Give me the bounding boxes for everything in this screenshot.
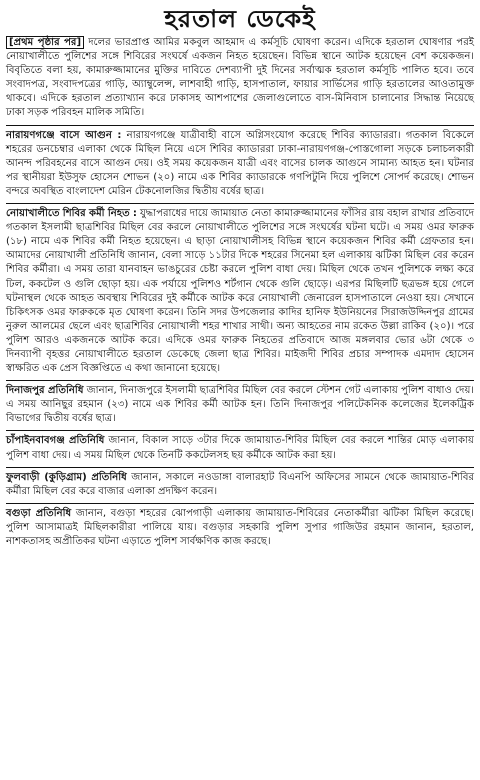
section-lead: দিনাজপুর প্রতিনিধি xyxy=(6,385,84,397)
section-divider xyxy=(6,467,474,468)
phulbari-paragraph xyxy=(6,471,474,499)
continuation-tag: [প্রথম পৃষ্ঠার পর] xyxy=(6,36,84,49)
section-divider xyxy=(6,503,474,504)
narayanganj-paragraph xyxy=(6,129,474,199)
section-divider xyxy=(6,203,474,204)
headline: হরতাল ডেকেই xyxy=(164,4,316,33)
paragraph-text: দলের ভারপ্রাপ্ত আমির মকবুল আহমাদ এ কর্মসূচি ঘোষণা করেন। এদিকে হরতাল ঘোষণার পরই নোয়াখালীতে পুলিশের সঙ্গে শিবিরের সংঘর্ষে একজন নিহত হয়েছেন। বিভিন্ন স্থানে আটক হয়েছেন বেশ কয়েকজন। বিবৃতিতে বলা হয়, কামারুজ্জামানের মুক্তির দাবিতে দেশব্যাপী দুই দিনের সর্বাত্মক হরতাল কর্মসূচি পালিত হবে। তবে সংবাদপত্র, সংবাদপত্রের গাড়ি, অ্যাম্বুলেন্স, লাশবাহী গাড়ি, হাসপাতাল, ফায়ার সার্ভিসের গাড়ি হরতালের আওতামুক্ত থাকবে। এদিকে হরতাল প্রত্যাখ্যান করে ঢাকাসহ আশপাশের জেলাগুলোতে বাস-মিনিবাস চালানোর সিদ্ধান্ত নিয়েছে ঢাকা সড়ক পরিবহন মালিক সমিতি। xyxy=(6,37,474,119)
section-divider xyxy=(6,380,474,381)
bogura-paragraph xyxy=(6,507,474,549)
continuation-paragraph xyxy=(6,36,474,121)
paragraph-text: জানান, বগুড়া শহরের ঝোপগাড়ী এলাকায় জামায়াত-শিবিরের নেতাকর্মীরা ঝটিকা মিছিল করেছে। পুলিশ আসামাত্রই মিছিলকারীরা পালিয়ে যায়। বগুড়ার সহকারি পুলিশ সুপার গাজিউর রহমান জানান, হরতাল, নাশকতাসহ অপ্রীতিকর ঘটনা এড়াতে পুলিশ সার্বক্ষণিক কাজ করছে। xyxy=(6,507,474,547)
paragraph-text: নারায়ণগঞ্জে যাত্রীবাহী বাসে অগ্নিসংযোগ করেছে শিবির ক্যাডাররা। গতকাল বিকেলে শহরের ডনচেম্বার এলাকা থেকে মিছিল নিয়ে এসে শিবির ক্যাডাররা ঢাকা-নারায়ণগঞ্জ-পোস্তগোলা সড়কে চলাচলকারী আনন্দ পরিবহনের বাসে আগুন দেয়। ওই সময় কয়েকজন যাত্রী এবং বাসের চালক আগুনে সামান্য আহত হন। ঘটনার পর স্থানীয়রা ইউসুফ হোসেন শোভন (২০) নামে এক শিবির ক্যাডারকে গণপিটুনি দিয়ে পুলিশে সোপর্দ করেছে। শোভন বন্দরে অবস্থিত বাংলাদেশ মেরিন টেকনোলজির দ্বিতীয় বর্ষের ছাত্র। xyxy=(6,129,474,197)
section-lead: বগুড়া প্রতিনিধি xyxy=(6,507,72,519)
noakhali-paragraph xyxy=(6,207,474,376)
paragraph-text: যুদ্ধাপরাধের দায়ে জামায়াত নেতা কামারুজ্জামানের ফাঁসির রায় বহাল রাখার প্রতিবাদে গতকাল ইসলামী ছাত্রশিবির মিছিল বের করলে নোয়াখালীতে পুলিশের সঙ্গে সংঘর্ষের ঘটনা ঘটে। এ সময় ওমর ফারুক (১৮) নামে এক শিবির কর্মী নিহত হয়েছেন। এ ছাড়া নোয়াখালীসহ বিভিন্ন স্থানে কয়েকজন শিবির কর্মী গ্রেফতার হন। আমাদের নোয়াখালী প্রতিনিধি জানান, বেলা সাড়ে ১১টার দিকে শহরের সিনেমা হল এলাকায় ঝটিকা মিছিল বের করেন শিবির কর্মীরা। এ সময় তারা যানবাহন ভাঙচুরের চেষ্টা করলে পুলিশ বাধা দেয়। মিছিল থেকে তখন পুলিশকে লক্ষ্য করে ঢিল, ককটেল ও গুলি ছোড়া হয়। এক পর্যায়ে পুলিশও শর্টগান থেকে গুলি ছোড়ে। এরপর মিছিলটি ছত্রভঙ্গ হয়ে গেলে ঘটনাস্থল থেকে আহত অবস্থায় শিবিরের দুই কর্মীকে আটক করে নোয়াখালী জেনারেল হাসপাতালে নেওয়া হয়। সেখানে চিকিৎসক ওমর ফারুককে মৃত ঘোষণা করেন। তিনি সদর উপজেলার কাদির হানিফ ইউনিয়নের সিরাজউদ্দিনপুর গ্রামের নুরুল আলমের ছেলে এবং ছাত্রশিবির নোয়াখালী শহর শাখার সাথী। অন্য আহতের নাম রকেত উল্লা রাকিব (২০)। পরে পুলিশ আরও একজনকে আটক করে। এদিকে ওমর ফারুক নিহতের প্রতিবাদে আজ মঙ্গলবার ভোর ৬টা থেকে ৩ দিনব্যাপী বৃহত্তর নোয়াখালীতে হরতাল ডেকেছে জেলা ছাত্র শিবির। মাইজদী শিবির প্রচার সম্পাদক এমদাদ হোসেন স্বাক্ষরিত এক প্রেস বিজ্ঞপ্তিতে এ কথা জানানো হয়েছে। xyxy=(6,208,474,375)
section-divider xyxy=(6,430,474,431)
section-divider xyxy=(6,125,474,126)
section-lead: চাঁপাইনবাবগঞ্জ প্রতিনিধি xyxy=(6,435,105,447)
section-lead: ফুলবাড়ী (কুড়িগ্রাম) প্রতিনিধি xyxy=(6,471,127,483)
section-lead: নোয়াখালীতে শিবির কর্মী নিহত : xyxy=(6,208,137,220)
paragraph-text: জানান, দিনাজপুরে ইসলামী ছাত্রশিবির মিছিল বের করলে স্টেশন গেট এলাকায় পুলিশ বাধাও দেয়। এ সময় আনিছুর রহমান (২৩) নামে এক শিবির কর্মী আটক হন। তিনি দিনাজপুর পলিটেকনিক কলেজের ইলেকট্রিক বিভাগের দ্বিতীয় বর্ষের ছাত্র। xyxy=(6,385,474,425)
dinajpur-paragraph xyxy=(6,384,474,426)
paragraph-text: জানান, সকালে নওডাঙ্গা বালারহাট বিএনপি অফিসের সামনে থেকে জামায়াত-শিবির কর্মীরা মিছিল বের করে বাজার এলাকা প্রদক্ষিণ করেন। xyxy=(6,471,475,497)
chapainawabganj-paragraph xyxy=(6,434,474,462)
paragraph-text: জানান, বিকাল সাড়ে ৩টার দিকে জামায়াত-শিবির মিছিল বের করলে শান্তির মোড় এলাকায় পুলিশ বাধা দেয়। এ সময় মিছিল থেকে তিনটি ককটেলসহ ছয় কর্মীকে আটক করা হয়। xyxy=(6,435,474,461)
section-lead: নারায়ণগঞ্জে বাসে আগুন : xyxy=(6,129,122,141)
